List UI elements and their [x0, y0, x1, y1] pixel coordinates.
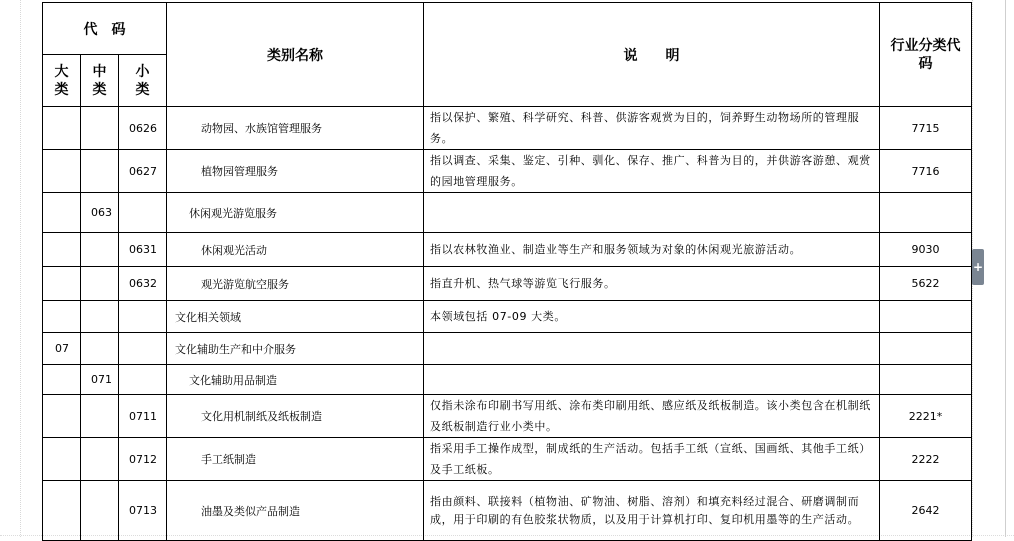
table-row: [43, 333, 972, 365]
cell-name: 油墨及类似产品制造: [167, 481, 424, 541]
cell-industry-code: 2221*: [880, 395, 972, 438]
table-row: [43, 438, 972, 481]
cell-middle: 071: [81, 365, 119, 395]
header-minor: [119, 55, 167, 107]
cell-major: [43, 150, 81, 193]
cell-description: 仅指未涂布印刷书写用纸、涂布类印刷用纸、感应纸及纸板制造。该小类包含在机制纸及纸板制造行业小类中。: [424, 395, 880, 438]
cell-description: 指以调查、采集、鉴定、引种、驯化、保存、推广、科普为目的，并供游客游憩、观赏的园地管理服务。: [424, 150, 880, 193]
table-row: [43, 481, 972, 541]
cell-description: 指直升机、热气球等游览飞行服务。: [424, 267, 880, 301]
sheet-edge: [1005, 0, 1006, 537]
cell-middle: [81, 481, 119, 541]
table-row: [43, 301, 972, 333]
cell-name: 手工纸制造: [167, 438, 424, 481]
cell-minor: 0626: [119, 107, 167, 150]
header-code-group: 代 码: [43, 3, 167, 55]
cell-major: [43, 107, 81, 150]
gridline: [20, 0, 21, 537]
header-major: [43, 55, 81, 107]
header-industry-code: [880, 3, 972, 107]
cell-industry-code: [880, 301, 972, 333]
cell-description: 本领域包括 07-09 大类。: [424, 301, 880, 333]
cell-middle: [81, 395, 119, 438]
cell-minor: [119, 193, 167, 233]
cell-minor: 0713: [119, 481, 167, 541]
cell-middle: [81, 333, 119, 365]
cell-industry-code: 5622: [880, 267, 972, 301]
cell-middle: [81, 301, 119, 333]
cell-description: [424, 193, 880, 233]
cell-middle: [81, 233, 119, 267]
table-row: [43, 233, 972, 267]
header-major-text: 大类: [54, 63, 69, 98]
cell-major: [43, 481, 81, 541]
cell-minor: 0631: [119, 233, 167, 267]
cell-industry-code: [880, 333, 972, 365]
cell-major: [43, 365, 81, 395]
cell-minor: 0627: [119, 150, 167, 193]
cell-description: 指由颜料、联接料（植物油、矿物油、树脂、溶剂）和填充料经过混合、研磨调制而成，用于印刷的有色胶浆状物质，以及用于计算机打印、复印机用墨等的生产活动。: [424, 481, 880, 541]
cell-major: [43, 193, 81, 233]
header-category-name: 类别名称: [167, 3, 424, 107]
cell-name: 文化相关领域: [167, 301, 424, 333]
cell-industry-code: [880, 193, 972, 233]
cell-description: [424, 333, 880, 365]
cell-industry-code: [880, 365, 972, 395]
cell-industry-code: 7715: [880, 107, 972, 150]
header-minor-text: 小类: [135, 63, 150, 98]
table-row: [43, 193, 972, 233]
cell-middle: [81, 267, 119, 301]
cell-industry-code: 2222: [880, 438, 972, 481]
header-industry-code-text: 行业分类代码: [890, 37, 961, 72]
cell-major: 07: [43, 333, 81, 365]
header-description: 说 明: [424, 3, 880, 107]
cell-minor: 0711: [119, 395, 167, 438]
cell-industry-code: 7716: [880, 150, 972, 193]
cell-name: 文化辅助生产和中介服务: [167, 333, 424, 365]
cell-description: 指以农林牧渔业、制造业等生产和服务领域为对象的休闲观光旅游活动。: [424, 233, 880, 267]
cell-middle: [81, 107, 119, 150]
table-row: [43, 365, 972, 395]
cell-minor: 0712: [119, 438, 167, 481]
cell-major: [43, 267, 81, 301]
cell-industry-code: 9030: [880, 233, 972, 267]
cell-minor: [119, 301, 167, 333]
cell-major: [43, 233, 81, 267]
table-row: [43, 107, 972, 150]
cell-major: [43, 438, 81, 481]
cell-middle: [81, 150, 119, 193]
cell-industry-code: 2642: [880, 481, 972, 541]
cell-minor: 0632: [119, 267, 167, 301]
cell-minor: [119, 333, 167, 365]
cell-middle: 063: [81, 193, 119, 233]
cell-name: 文化用机制纸及纸板制造: [167, 395, 424, 438]
cell-name: 观光游览航空服务: [167, 267, 424, 301]
table-row: [43, 150, 972, 193]
expand-panel-button[interactable]: +: [972, 249, 984, 285]
cell-name: 动物园、水族馆管理服务: [167, 107, 424, 150]
table-row: [43, 267, 972, 301]
cell-minor: [119, 365, 167, 395]
cell-name: 休闲观光活动: [167, 233, 424, 267]
cell-name: 植物园管理服务: [167, 150, 424, 193]
classification-table: [42, 2, 972, 541]
cell-middle: [81, 438, 119, 481]
header-middle-text: 中类: [92, 63, 107, 98]
table-row: [43, 395, 972, 438]
cell-name: 休闲观光游览服务: [167, 193, 424, 233]
cell-description: 指以保护、繁殖、科学研究、科普、供游客观赏为目的，饲养野生动物场所的管理服务。: [424, 107, 880, 150]
cell-description: 指采用手工操作成型，制成纸的生产活动。包括手工纸（宣纸、国画纸、其他手工纸）及手工纸板。: [424, 438, 880, 481]
cell-description: [424, 365, 880, 395]
cell-major: [43, 301, 81, 333]
cell-name: 文化辅助用品制造: [167, 365, 424, 395]
cell-major: [43, 395, 81, 438]
header-middle: [81, 55, 119, 107]
